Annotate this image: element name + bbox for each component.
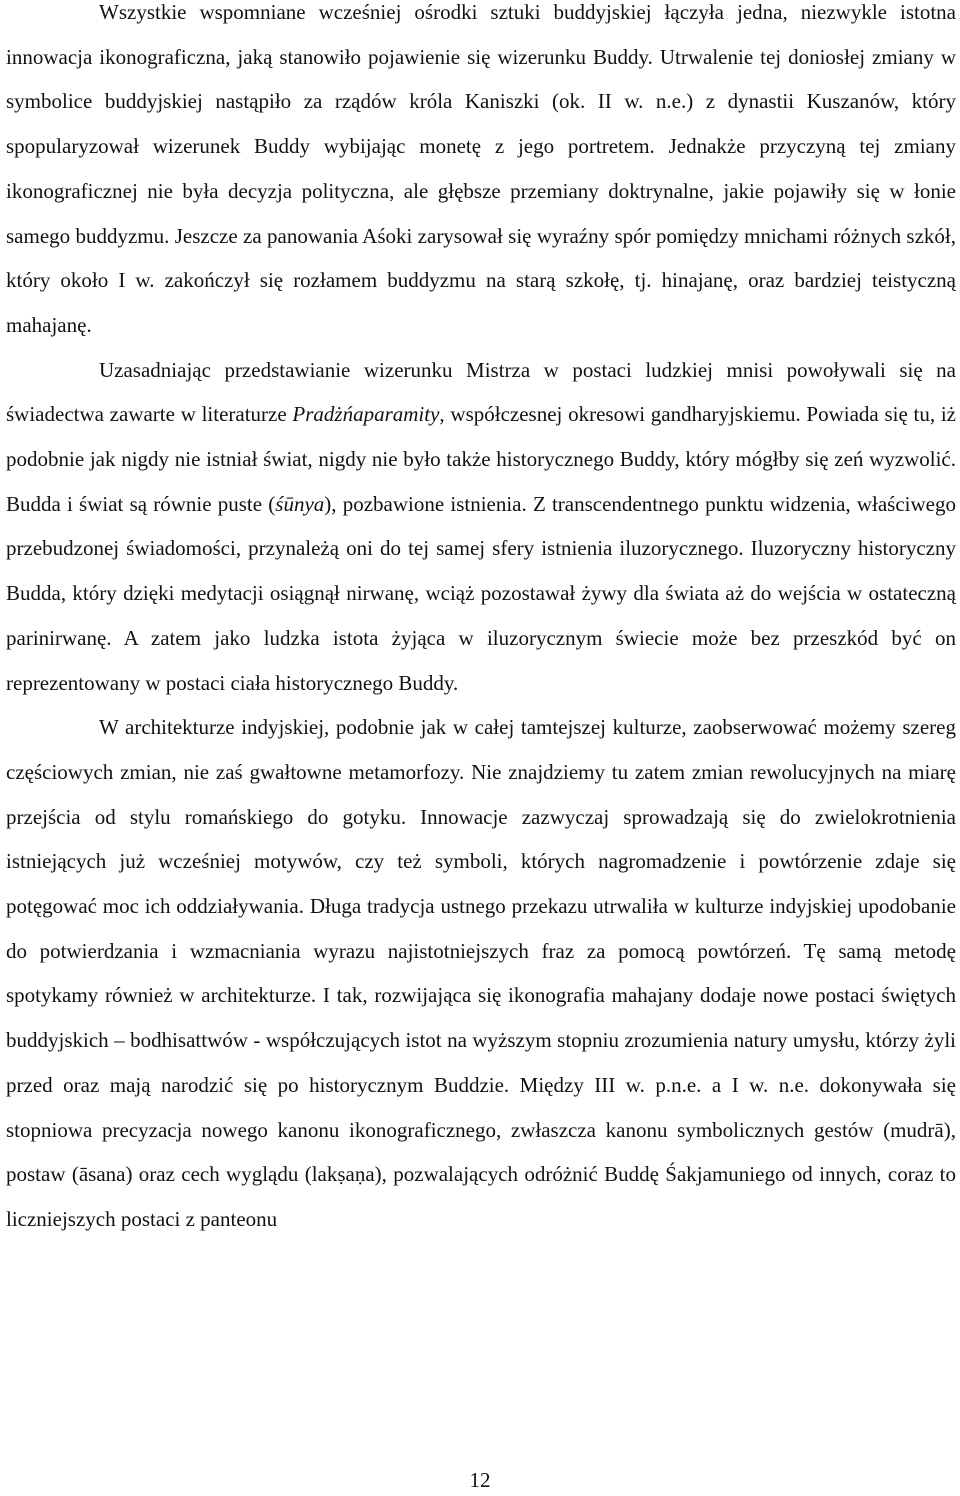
paragraph-text: ), pozbawione istnienia. Z transcendentnego punktu widzenia, właściwego przebudzonej świadomości, przynależą oni do tej samej sfery istnienia iluzorycznego. Iluzoryczny historyczny Budda, który dzięki medytacji osiągnął nirwanę, wciąż pozostawał żywy dla świata aż do wejścia w ostateczną parinirwanę. A zatem jako ludzka istota żyjąca w iluzorycznym świecie może bez przeszkód być on reprezentowany w postaci ciała historycznego Buddy.	[6, 491, 956, 695]
paragraph-text: W architekturze indyjskiej, podobnie jak w całej tamtejszej kulturze, zaobserwować możemy szereg częściowych zmian, nie zaś gwałtowne metamorfozy. Nie znajdziemy tu zatem zmian rewolucyjnych na miarę przejścia od stylu romańskiego do gotyku. Innowacje zazwyczaj sprowadzają się do zwielokrotnienia istniejących już wcześniej motywów, czy też symboli, których nagromadzenie i powtórzenie zdaje się potęgować moc ich oddziaływania. Długa tradycja ustnego przekazu utrwaliła w kulturze indyjskiej upodobanie do potwierdzania i wzmacniania wyrazu najistotniejszych fraz za pomocą powtórzeń. Tę samą metodę spotykamy również w architekturze. I tak, rozwijająca się ikonografia mahajany dodaje nowe postaci świętych buddyjskich – bodhisattwów - współczujących istot na wyższym stopniu zrozumienia natury umysłu, którzy żyli przed oraz mają narodzić się po historycznym Buddzie. Między III w. p.n.e. a I w. n.e. dokonywała się stopniowa precyzacja nowego kanonu ikonograficznego, zwłaszcza kanonu symbolicznych gestów (mudrā), postaw (āsana) oraz cech wyglądu (lakṣaṇa), pozwalających odróżnić Buddę Śakjamuniego od innych, coraz to liczniejszych postaci z panteonu	[6, 715, 956, 1231]
paragraph-text: , współczesnej okresowi gandharyjskiemu. Powiada się tu, iż podobnie jak nigdy nie istniał świat, nigdy nie było także historycznego Buddy, który mógłby się zeń wyzwolić. Budda i świat są równie puste (	[6, 402, 956, 516]
paragraph-prajnaparamita	[6, 348, 956, 706]
paragraph-text: Wszystkie wspomniane wcześniej ośrodki sztuki buddyjskiej łączyła jedna, niezwykle istotna innowacja ikonograficzna, jaką stanowiło pojawienie się wizerunku Buddy. Utrwalenie tej doniosłej zmiany w symbolice buddyjskiej nastąpiło za rządów króla Kaniszki (ok. II w. n.e.) z dynastii Kuszanów, który spopularyzował wizerunek Buddy wybijając monetę z jego portretem. Jednakże przyczyną tej zmiany ikonograficznej nie była decyzja polityczna, ale głębsze przemiany doktrynalne, jakie pojawiły się w łonie samego buddyzmu. Jeszcze za panowania Aśoki zarysował się wyraźny spór pomiędzy mnichami różnych szkół, który około I w. zakończył się rozłamem buddyzmu na starą szkołę, tj. hinajanę, oraz bardziej teistyczną mahajanę.	[6, 0, 956, 337]
document-body	[6, 0, 956, 1242]
paragraph-text: Uzasadniając przedstawianie wizerunku Mistrza w postaci ludzkiej mnisi powoływali się na świadectwa zawarte w literaturze	[6, 357, 956, 427]
paragraph-innovation	[6, 0, 956, 348]
paragraph-architecture	[6, 705, 956, 1241]
italic-term-pradznaparamity: Pradżńaparamity	[292, 402, 440, 427]
page-number: 12	[469, 1468, 491, 1492]
italic-term-sunya: śūnya	[275, 491, 325, 516]
